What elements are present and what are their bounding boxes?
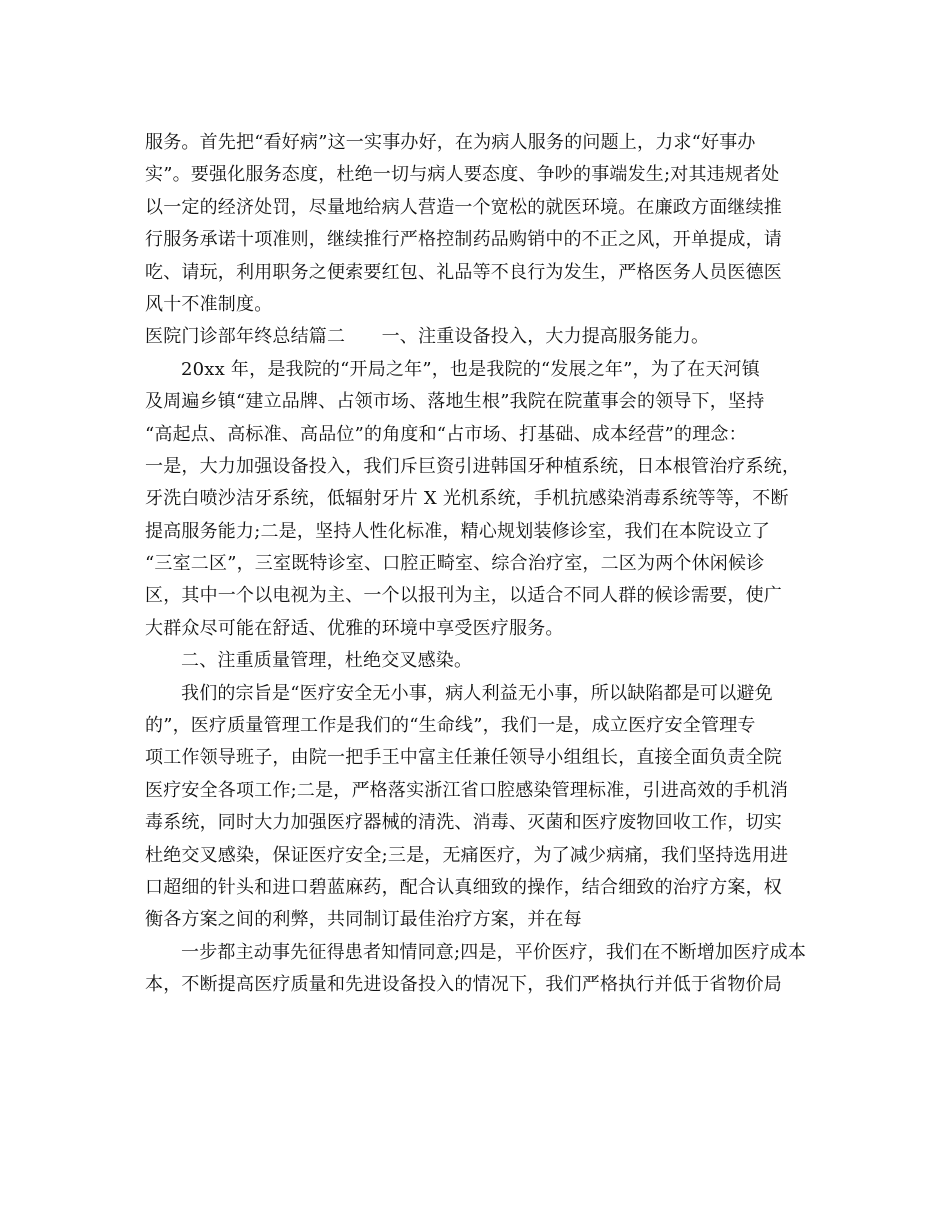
text-line: 服务。首先把“看好病”这一实事办好，在为病人服务的问题上，力求“好事办 xyxy=(145,132,756,153)
document-page xyxy=(145,127,807,1002)
text-line: 大群众尽可能在舒适、优雅的环境中享受医疗服务。 xyxy=(145,617,564,639)
text-line: 杜绝交叉感染，保证医疗安全;三是，无痛医疗，为了减少病痛，我们坚持选用进 xyxy=(145,844,789,866)
text-line: 项工作领导班子，由院一把手王中富主任兼任领导小组组长，直接全面负责全院 xyxy=(145,747,782,769)
text-line: 毒系统，同时大力加强医疗器械的清洗、消毒、灭菌和医疗废物回收工作，切实 xyxy=(145,812,782,834)
text-line: 及周遍乡镇“建立品牌、占领市场、落地生根”我院在院董事会的领导下，坚持 xyxy=(145,391,765,413)
text-line: 牙洗白喷沙洁牙系统，低辐射牙片 X 光机系统，手机抗感染消毒系统等等，不断 xyxy=(145,488,789,510)
text-line: 一步都主动事先征得患者知情同意;四是，平价医疗，我们在不断增加医疗成本 xyxy=(181,941,807,963)
text-line: 医疗安全各项工作;二是，严格落实浙江省口腔感染管理标准，引进高效的手机消 xyxy=(145,779,789,801)
text-line: “高起点、高标准、高品位”的角度和“占市场、打基础、成本经营”的理念： xyxy=(145,423,747,445)
text-line: 风十不准制度。 xyxy=(145,293,273,315)
text-line: 实”。要强化服务态度，杜绝一切与病人要态度、争吵的事端发生;对其违规者处 xyxy=(145,164,780,186)
subheading: 二、注重质量管理，杜绝交叉感染。 xyxy=(181,650,473,672)
section-heading: 医院门诊部年终总结篇二 一、注重设备投入，大力提高服务能力。 xyxy=(145,326,710,348)
text-line: 20xx 年，是我院的“开局之年”，也是我院的“发展之年”，为了在天河镇 xyxy=(181,358,760,380)
text-line: 以一定的经济处罚，尽量地给病人营造一个宽松的就医环境。在廉政方面继续推 xyxy=(145,196,782,218)
text-line: 我们的宗旨是“医疗安全无小事，病人利益无小事，所以缺陷都是可以避免 xyxy=(181,682,773,704)
text-line: 吃、请玩，利用职务之便索要红包、礼品等不良行为发生，严格医务人员医德医 xyxy=(145,261,782,283)
text-line: 区，其中一个以电视为主、一个以报刊为主，以适合不同人群的候诊需要，使广 xyxy=(145,585,782,607)
text-line: 的”，医疗质量管理工作是我们的“生命线”，我们一是，成立医疗安全管理专 xyxy=(145,715,756,737)
text-line: 口超细的针头和进口碧蓝麻药，配合认真细致的操作，结合细致的治疗方案，权 xyxy=(145,876,782,898)
text-line: 本，不断提高医疗质量和先进设备投入的情况下，我们严格执行并低于省物价局 xyxy=(145,974,782,996)
text-line: 衡各方案之间的利弊，共同制订最佳治疗方案，并在每 xyxy=(145,909,582,931)
text-line: 提高服务能力;二是，坚持人性化标准，精心规划装修诊室，我们在本院设立了 xyxy=(145,520,771,542)
text-line: 一是，大力加强设备投入，我们斥巨资引进韩国牙种植系统，日本根管治疗系统， xyxy=(145,455,801,477)
text-line: 行服务承诺十项准则，继续推行严格控制药品购销中的不正之风，开单提成，请 xyxy=(145,229,782,251)
text-line: “三室二区”，三室既特诊室、口腔正畸室、综合治疗室，二区为两个休闲候诊 xyxy=(145,553,765,575)
